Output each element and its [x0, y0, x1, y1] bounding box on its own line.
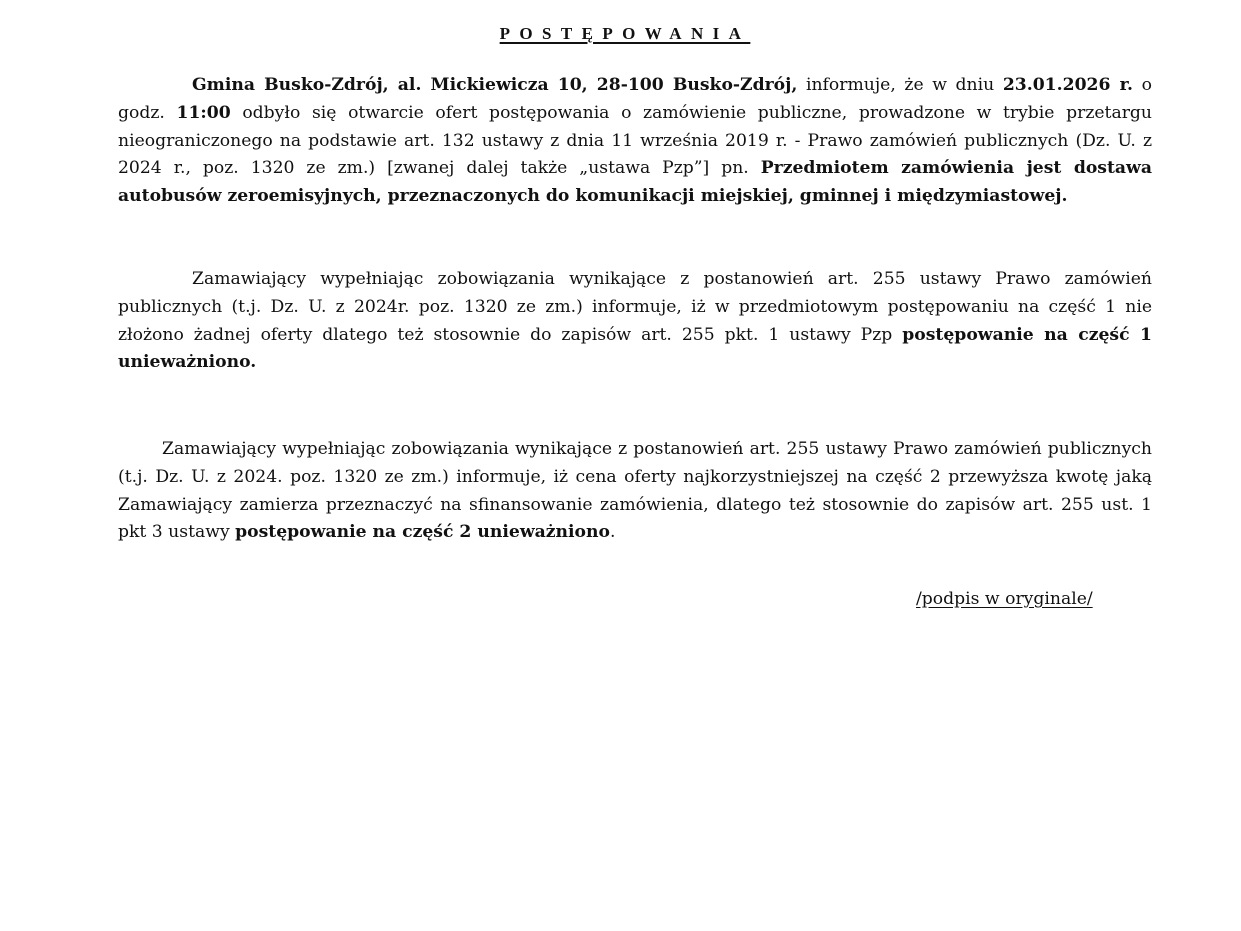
signature-note: /podpis w oryginale/ [916, 589, 1093, 609]
document-title [0, 24, 1241, 44]
opening-date: 23.01.2026 r. [1002, 75, 1134, 95]
part1-cancelled: postępowanie na część 1 unieważniono. [118, 324, 1152, 373]
part2-cancelled: postępowanie na część 2 unieważniono [235, 522, 610, 543]
paragraph-part1-cancellation [118, 266, 1152, 377]
text-segment: Zamawiający wypełniając zobowiązania wynikające z postanowień art. 255 ustawy Prawo zamówień publicznych (t.j. Dz. U. z 2024. poz. 1320 ze zm.) informuje, iż cena oferty najkorzystniejszej na część 2 przewyższa kwotę jaką Zamawiający zamierza przeznaczyć na sfinansowanie zamówienia, dlatego też stosownie do zapisów art. 255 ust. 1 pkt 3 ustawy [118, 439, 1152, 543]
opening-time: 11:00 [176, 102, 231, 123]
text-segment: odbyło się otwarcie ofert postępowania o zamówienie publiczne, prowadzone w trybie przetargu nieograniczonego na podstawie art. 132 ustawy z dnia 11 września 2019 r. - Prawo zamówień publicznych (Dz. U. z 2024 r., poz. 1320 ze zm.) [zwanej dalej także „ustawa Pzp”] pn. [118, 102, 1152, 179]
text-segment: informuje, że w dniu [797, 75, 1003, 95]
title-text: POSTĘPOWANIA [499, 24, 751, 43]
procurement-subject: Przedmiotem zamówienia jest dostawa autobusów zeroemisyjnych, przeznaczonych do komunikacji miejskiej, gminnej i międzymiastowej. [118, 158, 1152, 207]
text-segment: Zamawiający wypełniając zobowiązania wynikające z postanowień art. 255 ustawy Prawo zamówień publicznych (t.j. Dz. U. z 2024r. poz. 1320 ze zm.) informuje, iż w przedmiotowym postępowaniu na część 1 nie złożono żadnej oferty dlatego też stosownie do zapisów art. 255 pkt. 1 ustawy Pzp [118, 269, 1152, 345]
text-segment: o godz. [118, 75, 1153, 123]
text-segment: . [609, 522, 616, 543]
contracting-authority: Gmina Busko-Zdrój, al. Mickiewicza 10, 28-100 Busko-Zdrój, [192, 75, 798, 95]
paragraph-opening-notice [118, 72, 1152, 211]
paragraph-part2-cancellation [118, 436, 1152, 547]
